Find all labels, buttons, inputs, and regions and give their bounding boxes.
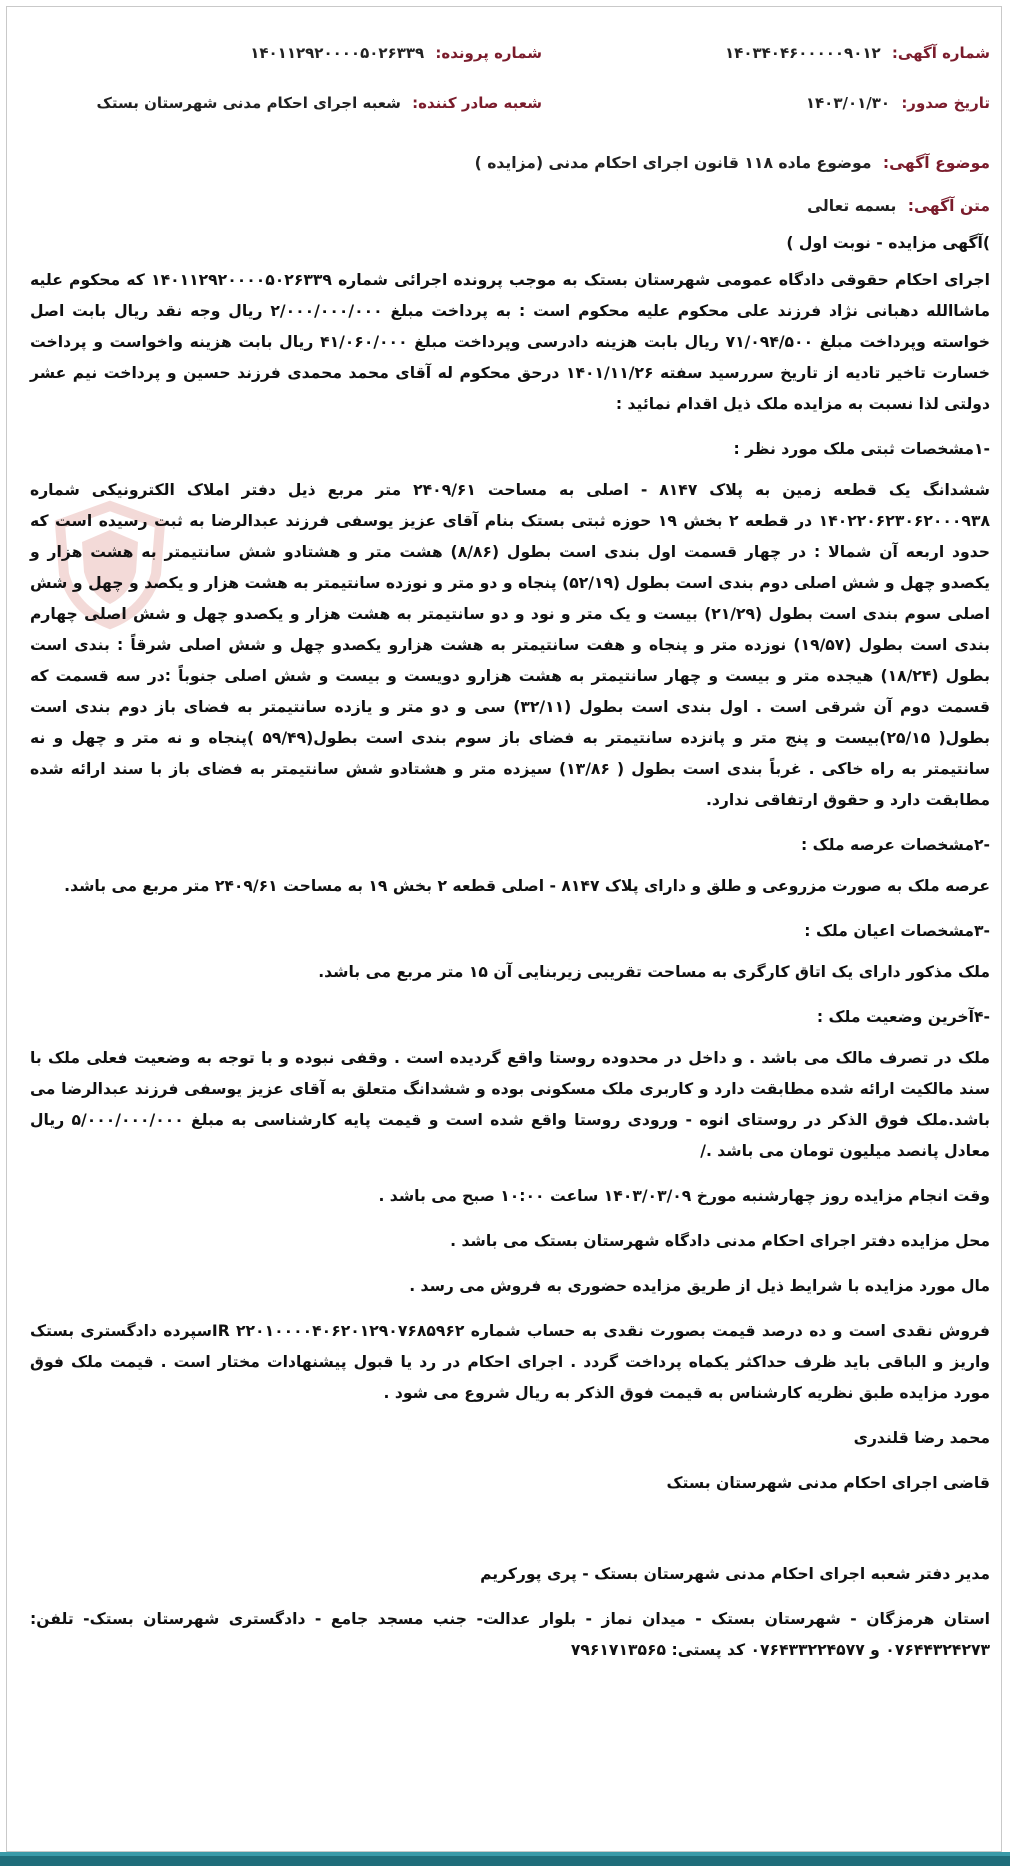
- section1-text: ششدانگ یک قطعه زمین به پلاک ۸۱۴۷ - اصلی به مساحت ۲۴۰۹/۶۱ متر مربع ذیل دفتر املاک الکترونیکی شماره ۱۴۰۲۲۰۶۲۳۰۶۲۰۰۰۹۳۸ در قطعه ۲ بخش ۱۹ حوزه ثبتی بستک بنام آقای عزیز یوسفی فرزند عبدالرضا به ثبت رسیده است که حدود اربعه آن شمالا : در چهار قسمت اول بندی است بطول (۸/۸۶) هشت متر و هشتادو شش سانتیمتر به هشت هزار و یکصدو چهل و شش اصلی دوم بندی است بطول (۵۲/۱۹) پنجاه و دو متر و نوزده سانتیمتر به هشت هزار و یکصد و چهل و شش اصلی سوم بندی است بطول (۲۱/۲۹) بیست و یک متر و نود و دو سانتیمتر به هشت هزار و یکصدو چهل و شش اصلی چهارم بندی است بطول (۱۹/۵۷) نوزده متر و پنجاه و هفت سانتیمتر به هشت هزارو یکصدو چهل و شش اصلی شرقاً : بندی است بطول (۱۸/۲۴) هیجده متر و بیست و چهار سانتیمتر به هشت هزارو دویست و بیست و شش اصلی جنوباً :در سه قسمت که قسمت دوم آن شرقی است . اول بندی است بطول (۳۲/۱۱) سی و دو متر و یازده سانتیمتر به فضای باز دوم بندی است بطول( ۲۵/۱۵)بیست و پنج متر و پانزده سانتیمتر به فضای باز سوم بندی است بطول(۵۹/۴۹ )پنجاه و نه متر و چهل و نه سانتیمتر به راه خاکی . غرباً بندی است بطول ( ۱۳/۸۶) سیزده متر و هشتادو شش سانتیمتر به فضای باز با سند ارائه شده مطابقت دارد و حقوق ارتفاقی ندارد.: [30, 481, 991, 809]
- notice-content: [30, 148, 990, 1680]
- bismillah: بسمه تعالی: [807, 197, 897, 215]
- signer-name: محمد رضا قلندری: [853, 1429, 990, 1447]
- issue-date-label: تاریخ صدور:: [901, 94, 990, 112]
- notice-page: [20, 20, 1000, 1846]
- office-manager: مدیر دفتر شعبه اجرای احکام مدنی شهرستان بستک - پری پورکریم: [480, 1565, 990, 1583]
- bottom-bar-highlight: [0, 1852, 1010, 1856]
- case-number-row: [250, 44, 542, 62]
- case-number-label: شماره پرونده:: [435, 44, 542, 62]
- section3-text: ملک مذکور دارای یک اتاق کارگری به مساحت تقریبی زیربنایی آن ۱۵ متر مربع می باشد.: [318, 963, 990, 981]
- auction-method: مال مورد مزایده با شرایط ذیل از طریق مزایده حضوری به فروش می رسد .: [409, 1277, 990, 1295]
- issue-date-value: ۱۴۰۳/۰۱/۳۰: [805, 94, 891, 112]
- subject-label: موضوع آگهی:: [882, 154, 990, 172]
- subject-value: موضوع ماده ۱۱۸ قانون اجرای احکام مدنی (مزایده ): [474, 154, 872, 172]
- ad-number-value: ۱۴۰۳۴۰۴۶۰۰۰۰۰۹۰۱۲: [725, 44, 881, 62]
- issuing-branch-row: [96, 94, 542, 112]
- section4-heading: -۴آخرین وضعیت ملک :: [816, 1008, 990, 1026]
- subject-row: [30, 148, 990, 179]
- body-label: متن آگهی:: [907, 197, 990, 215]
- auction-place: محل مزایده دفتر اجرای احکام مدنی دادگاه شهرستان بستک می باشد .: [450, 1232, 990, 1250]
- address-contact: استان هرمزگان - شهرستان بستک - میدان نماز - بلوار عدالت- جنب مسجد جامع - دادگستری شهرستان بستک- تلفن: ۰۷۶۴۴۳۲۴۲۷۳ و ۰۷۶۴۳۳۲۲۴۵۷۷ کد پستی: ۷۹۶۱۷۱۳۵۶۵: [30, 1610, 990, 1659]
- auction-time: وقت انجام مزایده روز چهارشنبه مورخ ۱۴۰۳/۰۳/۰۹ ساعت ۱۰:۰۰ صبح می باشد .: [378, 1187, 990, 1205]
- section4-text: ملک در تصرف مالک می باشد . و داخل در محدوده روستا واقع گردیده است . وقفی نبوده و با توجه به وضعیت فعلی ملک با سند مالکیت ارائه شده مطابقت دارد و کاربری ملک مسکونی بوده و ششدانگ متعلق به آقای عزیز یوسفی فرزند عبدالرضا می باشد.ملک فوق الذکر در روستای انوه - ورودی روستا واقع شده است و قیمت پایه کارشناسی به مبلغ ۵/۰۰۰/۰۰۰/۰۰۰ ریال معادل پانصد میلیون تومان می باشد ./: [30, 1049, 990, 1160]
- signer-title: قاضی اجرای احکام مدنی شهرستان بستک: [666, 1474, 990, 1492]
- ad-number-label: شماره آگهی:: [891, 44, 990, 62]
- section2-heading: -۲مشخصات عرصه ملک :: [800, 836, 990, 854]
- issue-date-row: [806, 94, 990, 112]
- section2-text: عرصه ملک به صورت مزروعی و طلق و دارای پلاک ۸۱۴۷ - اصلی قطعه ۲ بخش ۱۹ به مساحت ۲۴۰۹/۶۱ متر مربع می باشد.: [64, 877, 990, 895]
- notice-title: )آگهی مزایده - نوبت اول ): [786, 234, 990, 252]
- intro-paragraph: اجرای احکام حقوقی دادگاه عمومی شهرستان بستک به موجب پرونده اجرائی شماره ۱۴۰۱۱۲۹۲۰۰۰۰۵۰۲۶۳۳۹ که محکوم علیه ماشاالله دهبانی نژاد فرزند علی محکوم علیه محکوم است : به پرداخت مبلغ ۲/۰۰۰/۰۰۰/۰۰۰ ریال وجه نقد ریال بابت اصل خواسته وپرداخت مبلغ ۷۱/۰۹۴/۵۰۰ ریال بابت هزینه دادرسی وپرداخت مبلغ ۴۱/۰۶۰/۰۰۰ ریال بابت هزینه واخواست و پرداخت خسارت تاخیر تادیه از تاریخ سررسید سفته ۱۴۰۱/۱۱/۲۶ درحق محکوم له آقای محمد محمدی فرزند حسین و پرداخت نیم عشر دولتی لذا نسبت به مزایده ملک ذیل اقدام نمائید :: [30, 271, 991, 413]
- issuing-branch-label: شعبه صادر کننده:: [412, 94, 542, 112]
- body-label-row: [30, 191, 990, 222]
- section1-heading: -۱مشخصات ثبتی ملک مورد نظر :: [733, 440, 990, 458]
- case-number-value: ۱۴۰۱۱۲۹۲۰۰۰۰۵۰۲۶۳۳۹: [250, 44, 425, 62]
- ad-number-row: [725, 44, 990, 62]
- section3-heading: -۳مشخصات اعیان ملک :: [804, 922, 990, 940]
- issuing-branch-value: شعبه اجرای احکام مدنی شهرستان بستک: [96, 94, 401, 112]
- bottom-bar: [0, 1852, 1010, 1866]
- payment-terms: فروش نقدی است و ده درصد قیمت بصورت نقدی به حساب شماره IR ۲۲۰۱۰۰۰۰۴۰۶۲۰۱۲۹۰۷۶۸۵۹۶۲سپرده دادگستری بستک واریز و الباقی باید ظرف حداکثر یکماه پرداخت گردد . اجرای احکام در رد یا قبول پیشنهادات مختار است . قیمت ملک فوق مورد مزایده طبق نظریه کارشناس به قیمت فوق الذکر به ریال شروع می شود .: [30, 1322, 990, 1402]
